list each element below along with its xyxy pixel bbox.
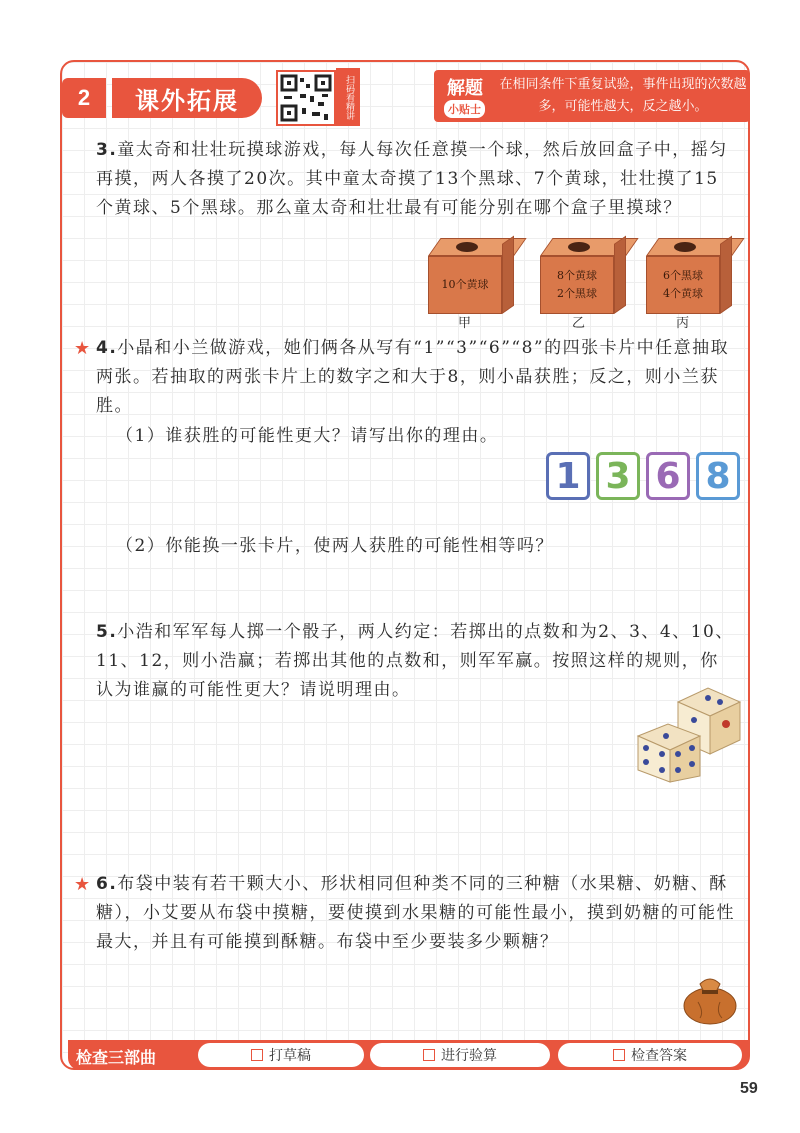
box-hole xyxy=(674,242,696,252)
box-front xyxy=(646,256,720,314)
question-number: 3. xyxy=(96,140,118,160)
section-title: 课外拓展 xyxy=(112,78,262,118)
box-front xyxy=(428,256,502,314)
star-icon: ★ xyxy=(74,338,91,359)
question-text: 布袋中装有若干颗大小、形状相同但种类不同的三种糖（水果糖、奶糖、酥糖），小艾要从布袋中摸糖，要使摸到水果糖的可能性最小，摸到奶糖的可能性最大，并且有可能摸到酥糖。布袋中至少要装多少颗糖？ xyxy=(96,874,735,952)
number-card: 1 xyxy=(546,452,590,500)
question-number: 6. xyxy=(96,874,118,894)
dice-icon xyxy=(636,684,746,784)
step-label: 进行验算 xyxy=(441,1048,497,1064)
section-number: 2 xyxy=(62,78,106,118)
box-side xyxy=(614,236,626,314)
question-6 xyxy=(96,870,736,957)
question-text: 小浩和军军每人掷一个骰子，两人约定：若掷出的点数和为2、3、4、10、11、12，则小浩赢；若掷出其他的点数和，则军军赢。按照这样的规则，你认为谁赢的可能性更大？请说明理由。 xyxy=(96,622,734,700)
question-text: 童太奇和壮壮玩摸球游戏，每人每次任意摸一个球，然后放回盒子中，摇匀再摸，两人各摸了20次。其中童太奇摸了13个黑球、7个黄球，壮壮摸了15个黄球、5个黑球。那么童太奇和壮壮最有可能分别在哪个盒子里摸球？ xyxy=(96,140,728,218)
box-front xyxy=(540,256,614,314)
box-bing xyxy=(646,238,736,318)
footer-title: 检查三部曲 xyxy=(76,1048,157,1067)
box-yi xyxy=(540,238,630,318)
tip-subtitle: 小贴士 xyxy=(444,100,485,118)
step-verify[interactable] xyxy=(370,1043,550,1067)
star-icon: ★ xyxy=(74,874,91,895)
box-content-line: 2个黑球 xyxy=(557,287,597,300)
box-label-jia: 甲 xyxy=(458,316,472,331)
number-cards xyxy=(546,452,740,500)
qr-side-label: 扫码看精讲 xyxy=(336,68,360,126)
step-draft[interactable] xyxy=(198,1043,364,1067)
step-check[interactable] xyxy=(558,1043,742,1067)
page-number: 59 xyxy=(740,1080,758,1097)
box-label-yi: 乙 xyxy=(572,316,586,331)
question-number: 4. xyxy=(96,338,118,358)
checkbox-icon[interactable] xyxy=(251,1049,263,1061)
question-4 xyxy=(96,334,736,421)
checkbox-icon[interactable] xyxy=(423,1049,435,1061)
candy-bag-icon xyxy=(680,968,740,1026)
qr-code-icon[interactable] xyxy=(276,70,336,126)
box-label-bing: 丙 xyxy=(676,316,690,331)
tip-title: 解题 xyxy=(447,78,483,99)
number-card: 6 xyxy=(646,452,690,500)
box-hole xyxy=(456,242,478,252)
box-content-line: 8个黄球 xyxy=(557,269,597,282)
box-content-line: 6个黑球 xyxy=(663,269,703,282)
tip-text: 在相同条件下重复试验，事件出现的次数越多，可能性越大，反之越小。 xyxy=(499,77,747,114)
question-4-part-2: （2）你能换一张卡片，使两人获胜的可能性相等吗？ xyxy=(116,536,554,556)
checkbox-icon[interactable] xyxy=(613,1049,625,1061)
box-content-line: 10个黄球 xyxy=(441,278,489,291)
step-label: 检查答案 xyxy=(631,1048,687,1064)
box-side xyxy=(502,236,514,314)
number-card: 8 xyxy=(696,452,740,500)
question-3 xyxy=(96,136,736,223)
question-text: 小晶和小兰做游戏，她们俩各从写有“1”“3”“6”“8”的四张卡片中任意抽取两张。若抽取的两张卡片上的数字之和大于8，则小晶获胜；反之，则小兰获胜。 xyxy=(96,338,730,416)
box-hole xyxy=(568,242,590,252)
box-jia xyxy=(428,238,518,318)
question-number: 5. xyxy=(96,622,118,642)
box-side xyxy=(720,236,732,314)
number-card: 3 xyxy=(596,452,640,500)
step-label: 打草稿 xyxy=(269,1048,311,1064)
question-4-part-1: （1）谁获胜的可能性更大？请写出你的理由。 xyxy=(116,426,499,446)
box-content-line: 4个黄球 xyxy=(663,287,703,300)
